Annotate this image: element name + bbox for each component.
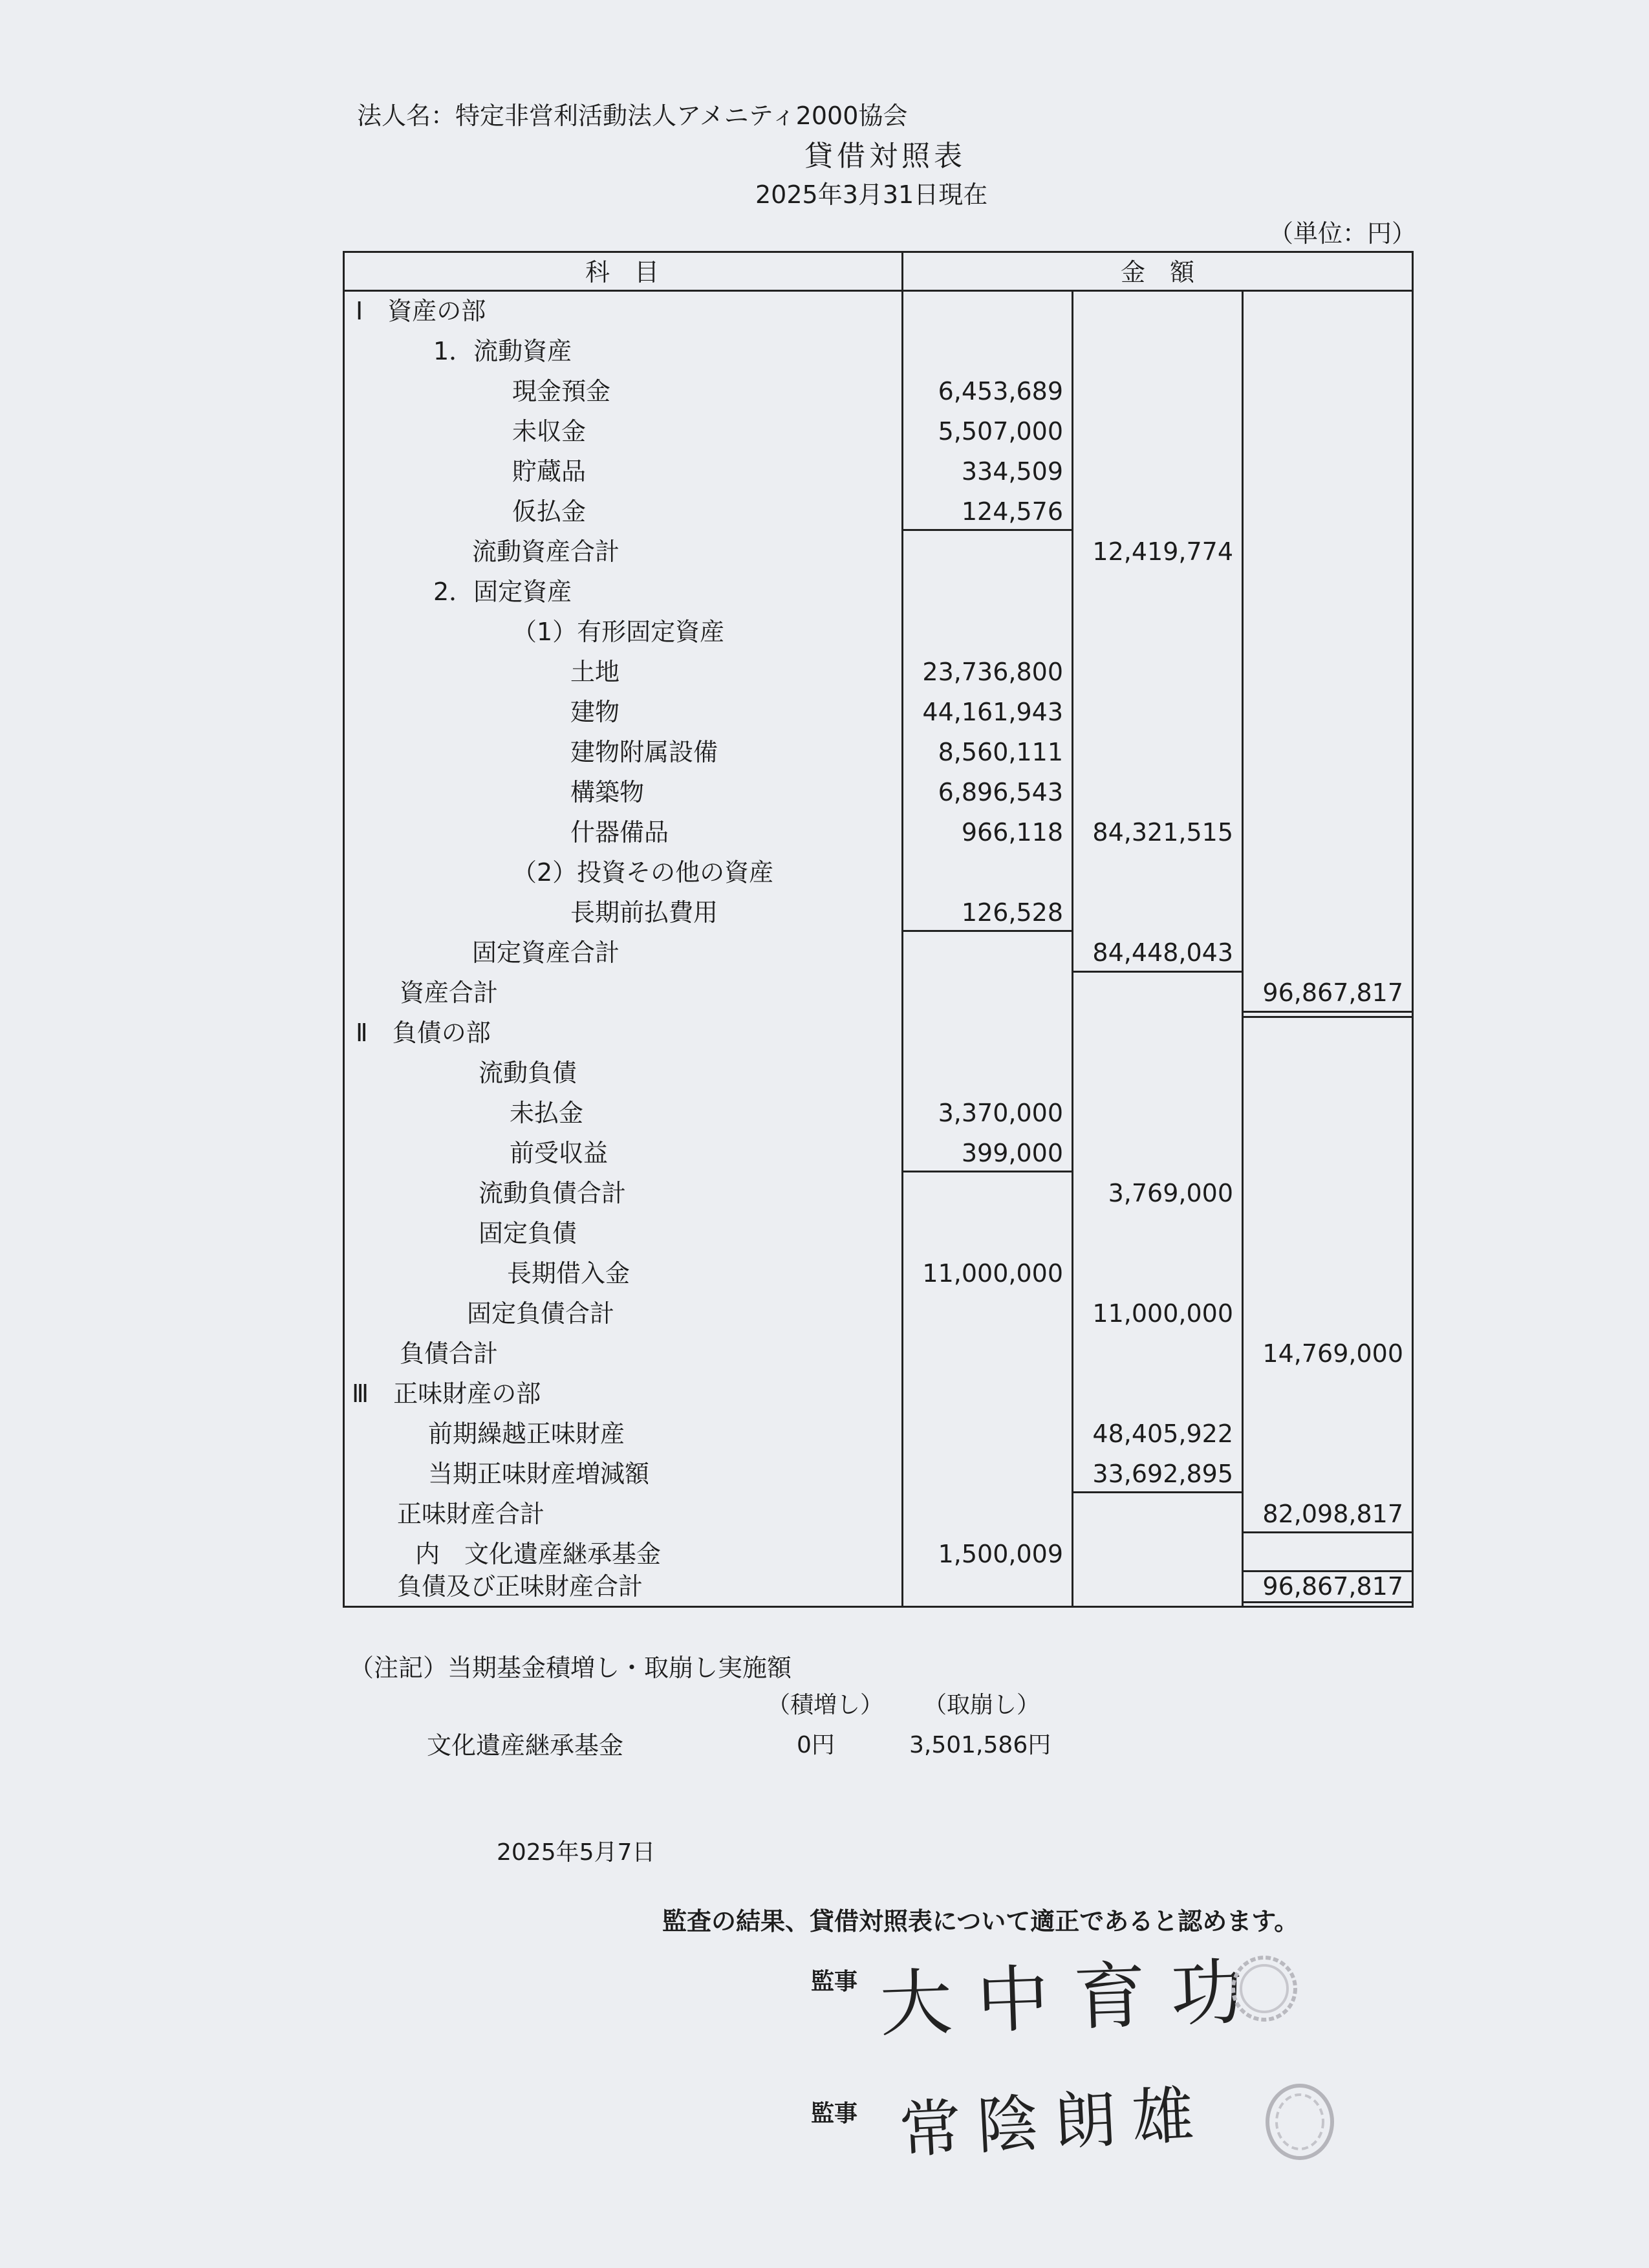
row-label: 構築物 (570, 778, 645, 806)
amount-col1: 11,000,000 (922, 1259, 1063, 1288)
row-label: 貯蔵品 (512, 457, 587, 486)
amount-col1: 1,500,009 (938, 1540, 1063, 1568)
document-title: 貸借対照表 (804, 140, 966, 173)
row-label: 建物 (570, 698, 620, 726)
row-label: 資産合計 (400, 978, 499, 1007)
footer-date: 2025年5月7日 (497, 1839, 656, 1866)
amount-col1: 6,453,689 (938, 377, 1063, 405)
amount-col1: 334,509 (961, 457, 1063, 486)
table-left-border (343, 251, 345, 1608)
amount-col1: 23,736,800 (922, 658, 1063, 686)
amount-col2: 48,405,922 (1092, 1420, 1233, 1448)
as-of-date: 2025年3月31日現在 (755, 180, 988, 209)
amount-col1: 399,000 (961, 1139, 1063, 1167)
row-label: 長期借入金 (507, 1259, 630, 1288)
amount-col2: 33,692,895 (1092, 1460, 1233, 1488)
amount-col1: 6,896,543 (938, 778, 1063, 806)
signature-text: 大中育功 (878, 1949, 1269, 2047)
note-title: （注記）当期基金積増し・取崩し実施額 (349, 1654, 792, 1682)
row-label: 流動資産合計 (472, 537, 620, 566)
row-label: 土地 (570, 658, 620, 686)
row-label: 固定負債 (479, 1219, 577, 1247)
auditor-label-2: 監事 (811, 2101, 858, 2127)
row-label: 正味財産合計 (397, 1500, 545, 1528)
row-label: 1．流動資産 (433, 337, 572, 365)
amount-col1: 8,560,111 (938, 738, 1063, 766)
col3-divider (1242, 290, 1244, 1608)
row-label: 内 文化遺産継承基金 (415, 1540, 662, 1568)
amount-col1: 126,528 (961, 898, 1063, 927)
balance-sheet-table (343, 251, 1414, 1608)
row-label: （1）有形固定資産 (512, 618, 725, 646)
amount-col3: 96,867,817 (1262, 978, 1403, 1007)
amount-col2: 12,419,774 (1092, 537, 1233, 566)
row-label: 固定負債合計 (467, 1299, 615, 1328)
row-label: 現金預金 (512, 377, 611, 405)
row-label: （2）投資その他の資産 (512, 858, 774, 887)
amount-col1: 124,576 (961, 497, 1063, 526)
column-header-subject: 科 目 (585, 258, 659, 286)
row-label: 未収金 (512, 417, 587, 446)
audit-statement: 監査の結果、貸借対照表について適正であると認めます。 (662, 1907, 1299, 1936)
amount-col1: 3,370,000 (938, 1099, 1063, 1127)
amount-col2: 11,000,000 (1092, 1299, 1233, 1328)
amount-col2: 84,448,043 (1092, 938, 1233, 967)
note-increase-value: 0円 (797, 1732, 835, 1758)
amount-col1: 44,161,943 (922, 698, 1063, 726)
note-increase-header: （積増し） (767, 1692, 884, 1718)
row-label: 負債合計 (400, 1339, 499, 1368)
note-fund-name: 文化遺産継承基金 (427, 1731, 624, 1760)
column-header-amount: 金 額 (1120, 258, 1194, 286)
row-label: 固定資産合計 (472, 938, 620, 967)
note-decrease-header: （取崩し） (923, 1692, 1040, 1718)
total-double-rule (1242, 1016, 1412, 1018)
row-label: 什器備品 (570, 818, 669, 847)
amount-col3: 96,867,817 (1262, 1572, 1403, 1601)
row-label: 流動負債 (479, 1059, 577, 1087)
row-label: 2．固定資産 (433, 578, 572, 606)
row-label: 前期繰越正味財産 (428, 1420, 625, 1448)
row-label: Ⅰ 資産の部 (356, 297, 486, 325)
amount-col3: 14,769,000 (1262, 1339, 1403, 1368)
auditor-signature-1 (878, 1934, 1293, 2047)
row-label: 当期正味財産増減額 (428, 1460, 650, 1488)
amount-col3: 82,098,817 (1262, 1500, 1403, 1528)
row-label: 建物附属設備 (570, 738, 718, 766)
table-right-border (1412, 251, 1414, 1608)
row-label: Ⅲ 正味財産の部 (352, 1379, 541, 1408)
row-label: 前受収益 (510, 1139, 609, 1167)
auditor-label-1: 監事 (811, 1969, 858, 1995)
amount-col2: 84,321,515 (1092, 818, 1233, 847)
row-label: 流動負債合計 (479, 1179, 627, 1207)
signature-text: 常陰朗雄 (897, 2078, 1211, 2167)
amount-col2: 3,769,000 (1108, 1179, 1233, 1207)
row-label: 長期前払費用 (570, 898, 718, 927)
row-label: 未払金 (510, 1099, 584, 1127)
note-decrease-value: 3,501,586円 (909, 1732, 1051, 1758)
seal-stamp-icon (1229, 1953, 1300, 2024)
row-label: Ⅱ 負債の部 (356, 1019, 491, 1047)
unit-label: （単位：円） (1269, 219, 1417, 248)
auditor-signature-2 (899, 2067, 1364, 2170)
amount-col1: 5,507,000 (938, 417, 1063, 446)
row-label: 仮払金 (512, 497, 587, 526)
seal-stamp-icon (1261, 2080, 1339, 2164)
amount-col1: 966,118 (961, 818, 1063, 847)
row-label: 負債及び正味財産合計 (397, 1572, 643, 1601)
corporation-name: 法人名：特定非営利活動法人アメニティ2000協会 (357, 102, 908, 130)
